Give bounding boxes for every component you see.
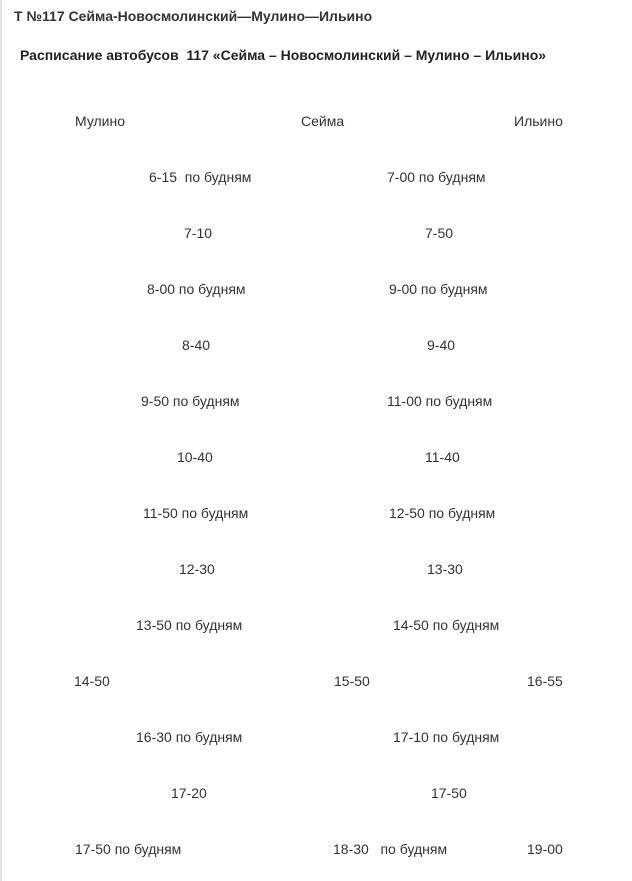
column-header-seima: Сейма bbox=[301, 113, 345, 129]
page-title: Т №117 Сейма-Новосмолинский—Мулино—Ильино bbox=[14, 8, 373, 24]
time-cell-seima: 7-50 bbox=[425, 225, 454, 241]
time-cell-mulino: 11-50 по будням bbox=[143, 505, 249, 521]
time-cell-mulino: 8-00 по будням bbox=[147, 281, 246, 297]
time-cell-seima: 18-30 по будням bbox=[333, 841, 448, 857]
time-cell-mulino: 6-15 по будням bbox=[149, 169, 252, 185]
column-header-ilino: Ильино bbox=[514, 113, 563, 129]
time-cell-mulino: 10-40 bbox=[177, 449, 213, 465]
time-cell-seima: 15-50 bbox=[334, 673, 370, 689]
time-cell-seima: 13-30 bbox=[427, 561, 463, 577]
time-cell-mulino: 16-30 по будням bbox=[136, 729, 243, 745]
column-header-mulino: Мулино bbox=[75, 113, 126, 129]
schedule-heading: Расписание автобусов 117 «Сейма – Новосмолинский – Мулино – Ильино» bbox=[20, 47, 547, 63]
time-cell-ilino: 16-55 bbox=[527, 673, 563, 689]
time-cell-mulino: 9-50 по будням bbox=[141, 393, 240, 409]
time-cell-seima: 11-00 по будням bbox=[387, 393, 493, 409]
time-cell-seima: 12-50 по будням bbox=[389, 505, 496, 521]
time-cell-seima: 9-00 по будням bbox=[389, 281, 488, 297]
time-cell-seima: 7-00 по будням bbox=[387, 169, 486, 185]
time-cell-ilino: 19-00 bbox=[527, 841, 563, 857]
time-cell-seima: 14-50 по будням bbox=[393, 617, 500, 633]
time-cell-mulino: 13-50 по будням bbox=[136, 617, 243, 633]
time-cell-seima: 17-50 bbox=[431, 785, 467, 801]
time-cell-mulino: 17-20 bbox=[171, 785, 207, 801]
time-cell-mulino: 8-40 bbox=[182, 337, 211, 353]
time-cell-seima: 9-40 bbox=[427, 337, 456, 353]
time-cell-seima: 17-10 по будням bbox=[393, 729, 500, 745]
time-cell-mulino: 17-50 по будням bbox=[75, 841, 182, 857]
time-cell-mulino: 12-30 bbox=[179, 561, 215, 577]
time-cell-mulino: 7-10 bbox=[184, 225, 213, 241]
time-cell-seima: 11-40 bbox=[425, 449, 460, 465]
time-cell-mulino: 14-50 bbox=[74, 673, 110, 689]
left-border bbox=[0, 0, 2, 881]
